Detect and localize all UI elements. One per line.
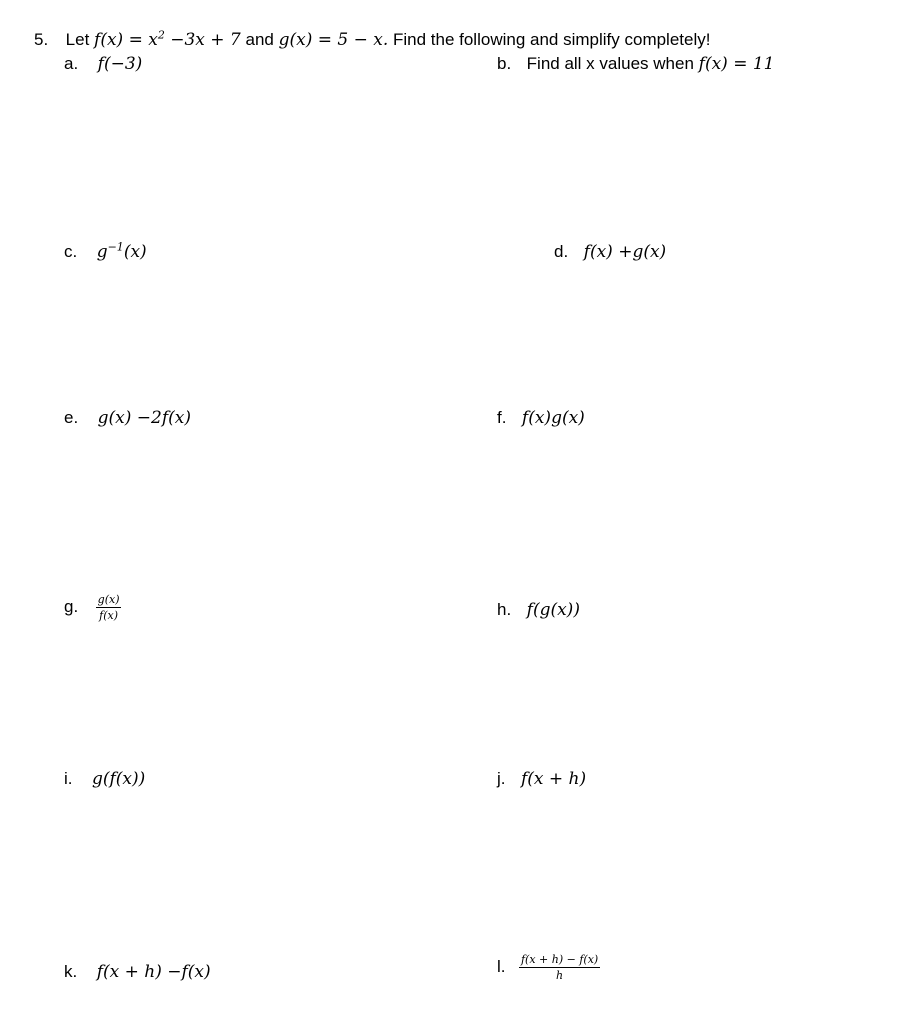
part-g-label: g. [64,597,79,616]
f-definition: $f(x) = x^2 -3x + 7$ [94,28,241,50]
part-i-label: i. [64,769,73,788]
part-b-expr: f(x) = 11 [698,54,775,74]
part-k-expr: f(x + h) −f(x) [96,962,211,982]
part-e [64,408,191,428]
part-h-label: h. [497,600,512,619]
part-j-expr: f(x + h) [520,769,587,789]
part-l-numerator: f(x + h) − f(x) [520,953,599,967]
part-e-expr: g(x) −2f(x) [97,408,191,428]
intro-let: Let [65,30,90,49]
problem-header [34,30,710,50]
part-g-fraction [96,593,122,622]
part-h-expr: f(g(x)) [526,600,580,620]
part-j [497,769,586,789]
part-i-expr: g(f(x)) [91,769,146,789]
part-b-text: Find all x values when [526,54,694,73]
part-h [497,600,580,620]
part-g-denominator: f(x) [99,609,118,623]
part-e-label: e. [64,408,79,427]
part-d-expr: f(x) +g(x) [583,242,667,262]
g-definition: g(x) = 5 − x. [278,30,389,50]
part-f-label: f. [497,408,507,427]
part-i [64,769,145,789]
part-a-label: a. [64,54,79,73]
part-c-expr: $g^{-1}(x)$ [96,240,147,262]
part-c [64,242,147,262]
part-d [554,242,666,262]
part-d-label: d. [554,242,569,261]
part-l [497,952,600,982]
part-b [497,54,774,74]
problem-number: 5. [34,30,49,49]
part-g-numerator: g(x) [97,593,120,607]
part-k-label: k. [64,962,78,981]
part-a [64,54,142,74]
instruction-text: Find the following and simplify completely! [392,30,711,49]
part-f [497,408,585,428]
part-l-label: l. [497,957,506,976]
part-g [64,592,121,622]
part-j-label: j. [497,769,506,788]
part-c-label: c. [64,242,78,261]
part-f-expr: f(x)g(x) [521,408,585,428]
part-b-label: b. [497,54,512,73]
part-a-expr: f(−3) [97,54,143,74]
part-l-fraction [519,953,600,982]
part-k [64,962,211,982]
and-word: and [245,30,274,49]
part-l-denominator: h [556,969,564,983]
